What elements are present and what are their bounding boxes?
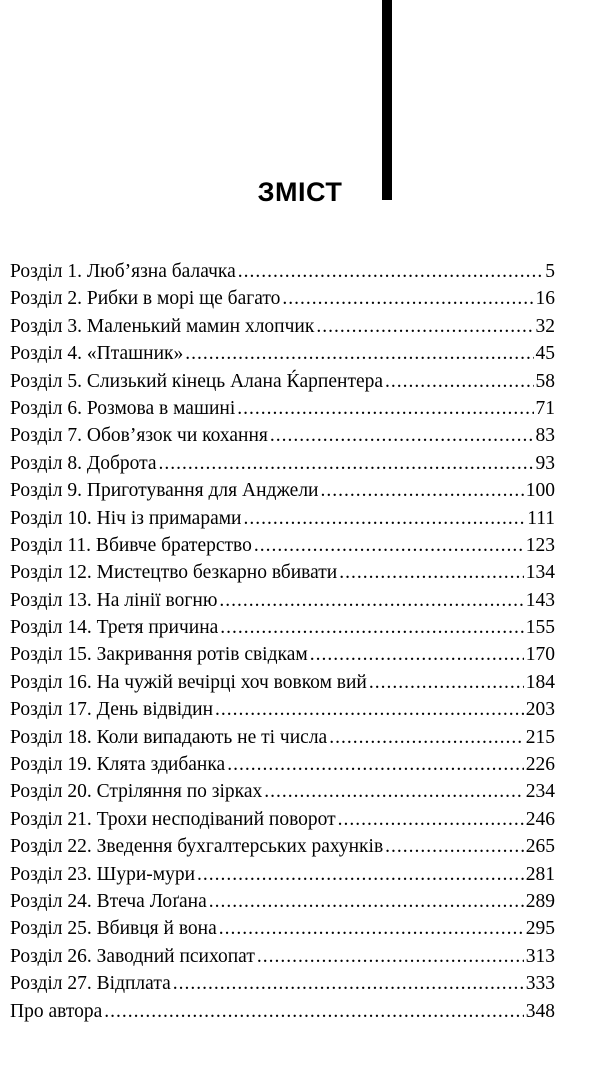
toc-entry-page: 143 xyxy=(525,589,555,611)
toc-entry xyxy=(10,340,555,367)
toc-entry xyxy=(10,998,555,1025)
toc-entry-page: 123 xyxy=(525,534,555,556)
dot-leader xyxy=(329,724,524,751)
toc-entry-title: Розділ 17. День відвідин xyxy=(10,699,214,721)
decorative-bar xyxy=(382,0,392,200)
toc-entry-page: 71 xyxy=(535,397,555,419)
dot-leader xyxy=(244,505,526,532)
toc-entry-page: 203 xyxy=(525,699,555,721)
dot-leader xyxy=(215,696,524,723)
toc-entry-page: 215 xyxy=(525,726,555,748)
dot-leader xyxy=(257,943,524,970)
toc-entry-page: 313 xyxy=(525,945,555,967)
dot-leader xyxy=(369,669,524,696)
toc-entry xyxy=(10,285,555,312)
dot-leader xyxy=(220,614,523,641)
toc-entry xyxy=(10,888,555,915)
dot-leader xyxy=(385,833,524,860)
toc-entry-title: Розділ 3. Маленький мамин хлопчик xyxy=(10,315,315,337)
toc-entry-title: Розділ 22. Зведення бухгалтерських рахунків xyxy=(10,836,384,858)
dot-leader xyxy=(209,888,524,915)
toc-entry-title: Розділ 26. Заводний психопат xyxy=(10,945,255,967)
toc-entry-title: Розділ 24. Втеча Лоґана xyxy=(10,890,207,912)
toc-entry-page: 226 xyxy=(525,754,555,776)
toc-entry xyxy=(10,970,555,997)
toc-entry xyxy=(10,395,555,422)
toc-entry-page: 265 xyxy=(525,836,555,858)
toc-entry-page: 45 xyxy=(535,343,555,365)
toc-entry-page: 111 xyxy=(527,507,555,529)
dot-leader xyxy=(104,998,523,1025)
toc-entry-title: Розділ 13. На лінії вогню xyxy=(10,589,218,611)
toc-entry-page: 246 xyxy=(525,808,555,830)
toc-entry xyxy=(10,669,555,696)
toc-entry-title: Розділ 8. Доброта xyxy=(10,452,157,474)
toc-entry xyxy=(10,861,555,888)
toc-entry-page: 16 xyxy=(535,288,555,310)
toc-entry xyxy=(10,943,555,970)
dot-leader xyxy=(270,422,534,449)
toc-entry-page: 348 xyxy=(525,1000,555,1022)
toc-entry xyxy=(10,641,555,668)
toc-entry xyxy=(10,505,555,532)
toc-entry-title: Розділ 23. Шури-мури xyxy=(10,863,196,885)
dot-leader xyxy=(321,477,524,504)
toc-entry-title: Розділ 16. На чужій вечірці хоч вовком вий xyxy=(10,671,367,693)
toc-entry-title: Розділ 9. Приготування для Анджели xyxy=(10,480,319,502)
toc-entry-page: 170 xyxy=(525,644,555,666)
toc-entry xyxy=(10,724,555,751)
toc-entry xyxy=(10,614,555,641)
dot-leader xyxy=(254,532,524,559)
dot-leader xyxy=(185,340,533,367)
toc-entry xyxy=(10,587,555,614)
toc-entry-title: Розділ 10. Ніч із примарами xyxy=(10,507,242,529)
toc-entry-page: 155 xyxy=(525,617,555,639)
toc-entry-page: 5 xyxy=(545,261,555,282)
toc-entry xyxy=(10,368,555,395)
toc-entry-title: Розділ 1. Люб’язна балачка xyxy=(10,261,236,282)
dot-leader xyxy=(310,641,524,668)
toc-entry-page: 289 xyxy=(525,890,555,912)
toc-entry-page: 234 xyxy=(525,781,555,803)
toc-entry xyxy=(10,422,555,449)
dot-leader xyxy=(282,285,533,312)
table-of-contents xyxy=(10,258,555,1025)
dot-leader xyxy=(338,806,524,833)
toc-entry-title: Розділ 4. «Пташник» xyxy=(10,343,184,365)
toc-entry-page: 100 xyxy=(525,480,555,502)
toc-entry-title: Розділ 27. Відплата xyxy=(10,973,171,995)
toc-entry-page: 93 xyxy=(535,452,555,474)
toc-entry xyxy=(10,477,555,504)
toc-entry-page: 58 xyxy=(535,370,555,392)
toc-entry-page: 184 xyxy=(525,671,555,693)
toc-entry-title: Розділ 7. Обов’язок чи кохання xyxy=(10,425,268,447)
toc-entry-title: Розділ 14. Третя причина xyxy=(10,617,219,639)
toc-entry xyxy=(10,258,555,285)
page-title: ЗМІСТ xyxy=(257,177,343,207)
dot-leader xyxy=(219,915,524,942)
toc-entry-page: 281 xyxy=(525,863,555,885)
dot-leader xyxy=(197,861,524,888)
toc-entry xyxy=(10,833,555,860)
toc-entry-title: Розділ 12. Мистецтво безкарно вбивати xyxy=(10,562,338,584)
dot-leader xyxy=(339,559,524,586)
dot-leader xyxy=(159,450,534,477)
dot-leader xyxy=(264,778,523,805)
toc-entry-title: Розділ 5. Слизький кінець Алана Ќарпентера xyxy=(10,370,384,392)
dot-leader xyxy=(385,368,533,395)
toc-entry-title: Розділ 21. Трохи несподіваний поворот xyxy=(10,808,336,830)
toc-entry-title: Розділ 20. Стріляння по зірках xyxy=(10,781,263,803)
toc-entry-page: 32 xyxy=(535,315,555,337)
toc-entry-page: 333 xyxy=(525,973,555,995)
toc-entry xyxy=(10,532,555,559)
toc-entry xyxy=(10,313,555,340)
toc-entry xyxy=(10,751,555,778)
dot-leader xyxy=(238,258,544,285)
toc-entry-title: Розділ 18. Коли випадають не ті числа xyxy=(10,726,328,748)
toc-entry xyxy=(10,915,555,942)
toc-entry-title: Розділ 25. Вбивця й вона xyxy=(10,918,217,940)
toc-entry xyxy=(10,450,555,477)
toc-entry xyxy=(10,696,555,723)
toc-entry-title: Розділ 2. Рибки в морі ще багато xyxy=(10,288,281,310)
dot-leader xyxy=(316,313,533,340)
toc-entry xyxy=(10,806,555,833)
toc-entry-page: 83 xyxy=(535,425,555,447)
toc-entry-title: Розділ 19. Клята здибанка xyxy=(10,754,226,776)
toc-entry-page: 134 xyxy=(525,562,555,584)
dot-leader xyxy=(227,751,524,778)
toc-entry-title: Розділ 6. Розмова в машині xyxy=(10,397,236,419)
dot-leader xyxy=(219,587,523,614)
toc-entry xyxy=(10,559,555,586)
toc-entry xyxy=(10,778,555,805)
dot-leader xyxy=(237,395,533,422)
toc-entry-page: 295 xyxy=(525,918,555,940)
dot-leader xyxy=(173,970,524,997)
toc-entry-title: Про автора xyxy=(10,1000,103,1022)
toc-entry-title: Розділ 11. Вбивче братерство xyxy=(10,534,252,556)
toc-entry-title: Розділ 15. Закривання ротів свідкам xyxy=(10,644,308,666)
